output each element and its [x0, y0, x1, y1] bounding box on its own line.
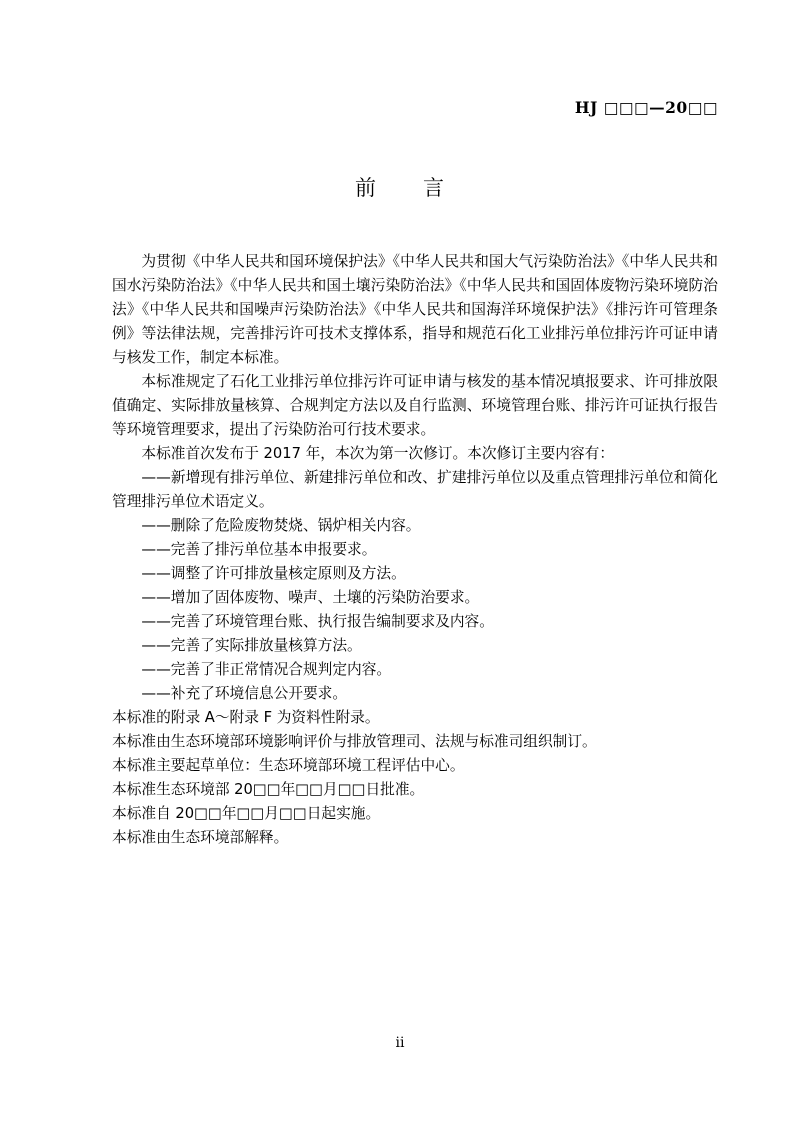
paragraph-revision-intro: 本标准首次发布于 2017 年，本次为第一次修订。本次修订主要内容有： — [141, 445, 615, 462]
standard-code-header: HJ □□□—20□□ — [574, 98, 718, 117]
paragraph-purpose: 为贯彻《中华人民共和国环境保护法》《中华人民共和国大气污染防治法》《中华人民共和国水污染防治法》《中华人民共和国土壤污染防治法》《中华人民共和国固体废物污染环境防治法》《中华人民共和国噪声污染防治法》《中华人民共和国海洋环境保护法》《排污许可管理条例》等法律法规，完善排污许可技术支撑体系，指导和规范石化工业排污单位排污许可证申请与核发工作，制定本标准。 — [112, 253, 718, 366]
closing-line-drafter: 本标准主要起草单位：生态环境部环境工程评估中心。 — [112, 757, 465, 774]
revision-item: ——删除了危险废物焚烧、锅炉相关内容。 — [141, 517, 421, 534]
revision-item: ——增加了固体废物、噪声、土壤的污染防治要求。 — [141, 589, 480, 606]
revision-item: ——完善了非正常情况合规判定内容。 — [141, 661, 392, 678]
revision-item: ——新增现有排污单位、新建排污单位和改、扩建排污单位以及重点管理排污单位和简化管理排污单位术语定义。 — [112, 469, 718, 510]
revision-item: ——完善了环境管理台账、执行报告编制要求及内容。 — [141, 613, 494, 630]
paragraph-scope: 本标准规定了石化工业排污单位排污许可证申请与核发的基本情况填报要求、许可排放限值确定、实际排放量核算、合规判定方法以及自行监测、环境管理台账、排污许可证执行报告等环境管理要求，提出了污染防治可行技术要求。 — [112, 373, 718, 438]
page-number: ii — [395, 1035, 405, 1051]
closing-line-effective-date: 本标准自 20□□年□□月□□日起实施。 — [112, 805, 381, 822]
revision-item: ——完善了实际排放量核算方法。 — [141, 637, 362, 654]
revision-item: ——完善了排污单位基本申报要求。 — [141, 541, 377, 558]
document-body — [112, 250, 718, 850]
page-title: 前 言 — [354, 176, 446, 200]
revision-item: ——调整了许可排放量核定原则及方法。 — [141, 565, 406, 582]
closing-line-appendix: 本标准的附录 A～附录 F 为资料性附录。 — [112, 709, 380, 726]
closing-line-organizer: 本标准由生态环境部环境影响评价与排放管理司、法规与标准司组织制订。 — [112, 733, 597, 750]
revision-item: ——补充了环境信息公开要求。 — [141, 685, 348, 702]
closing-line-approval-date: 本标准生态环境部 20□□年□□月□□日批准。 — [112, 781, 425, 798]
closing-line-interpretation: 本标准由生态环境部解释。 — [112, 829, 289, 846]
